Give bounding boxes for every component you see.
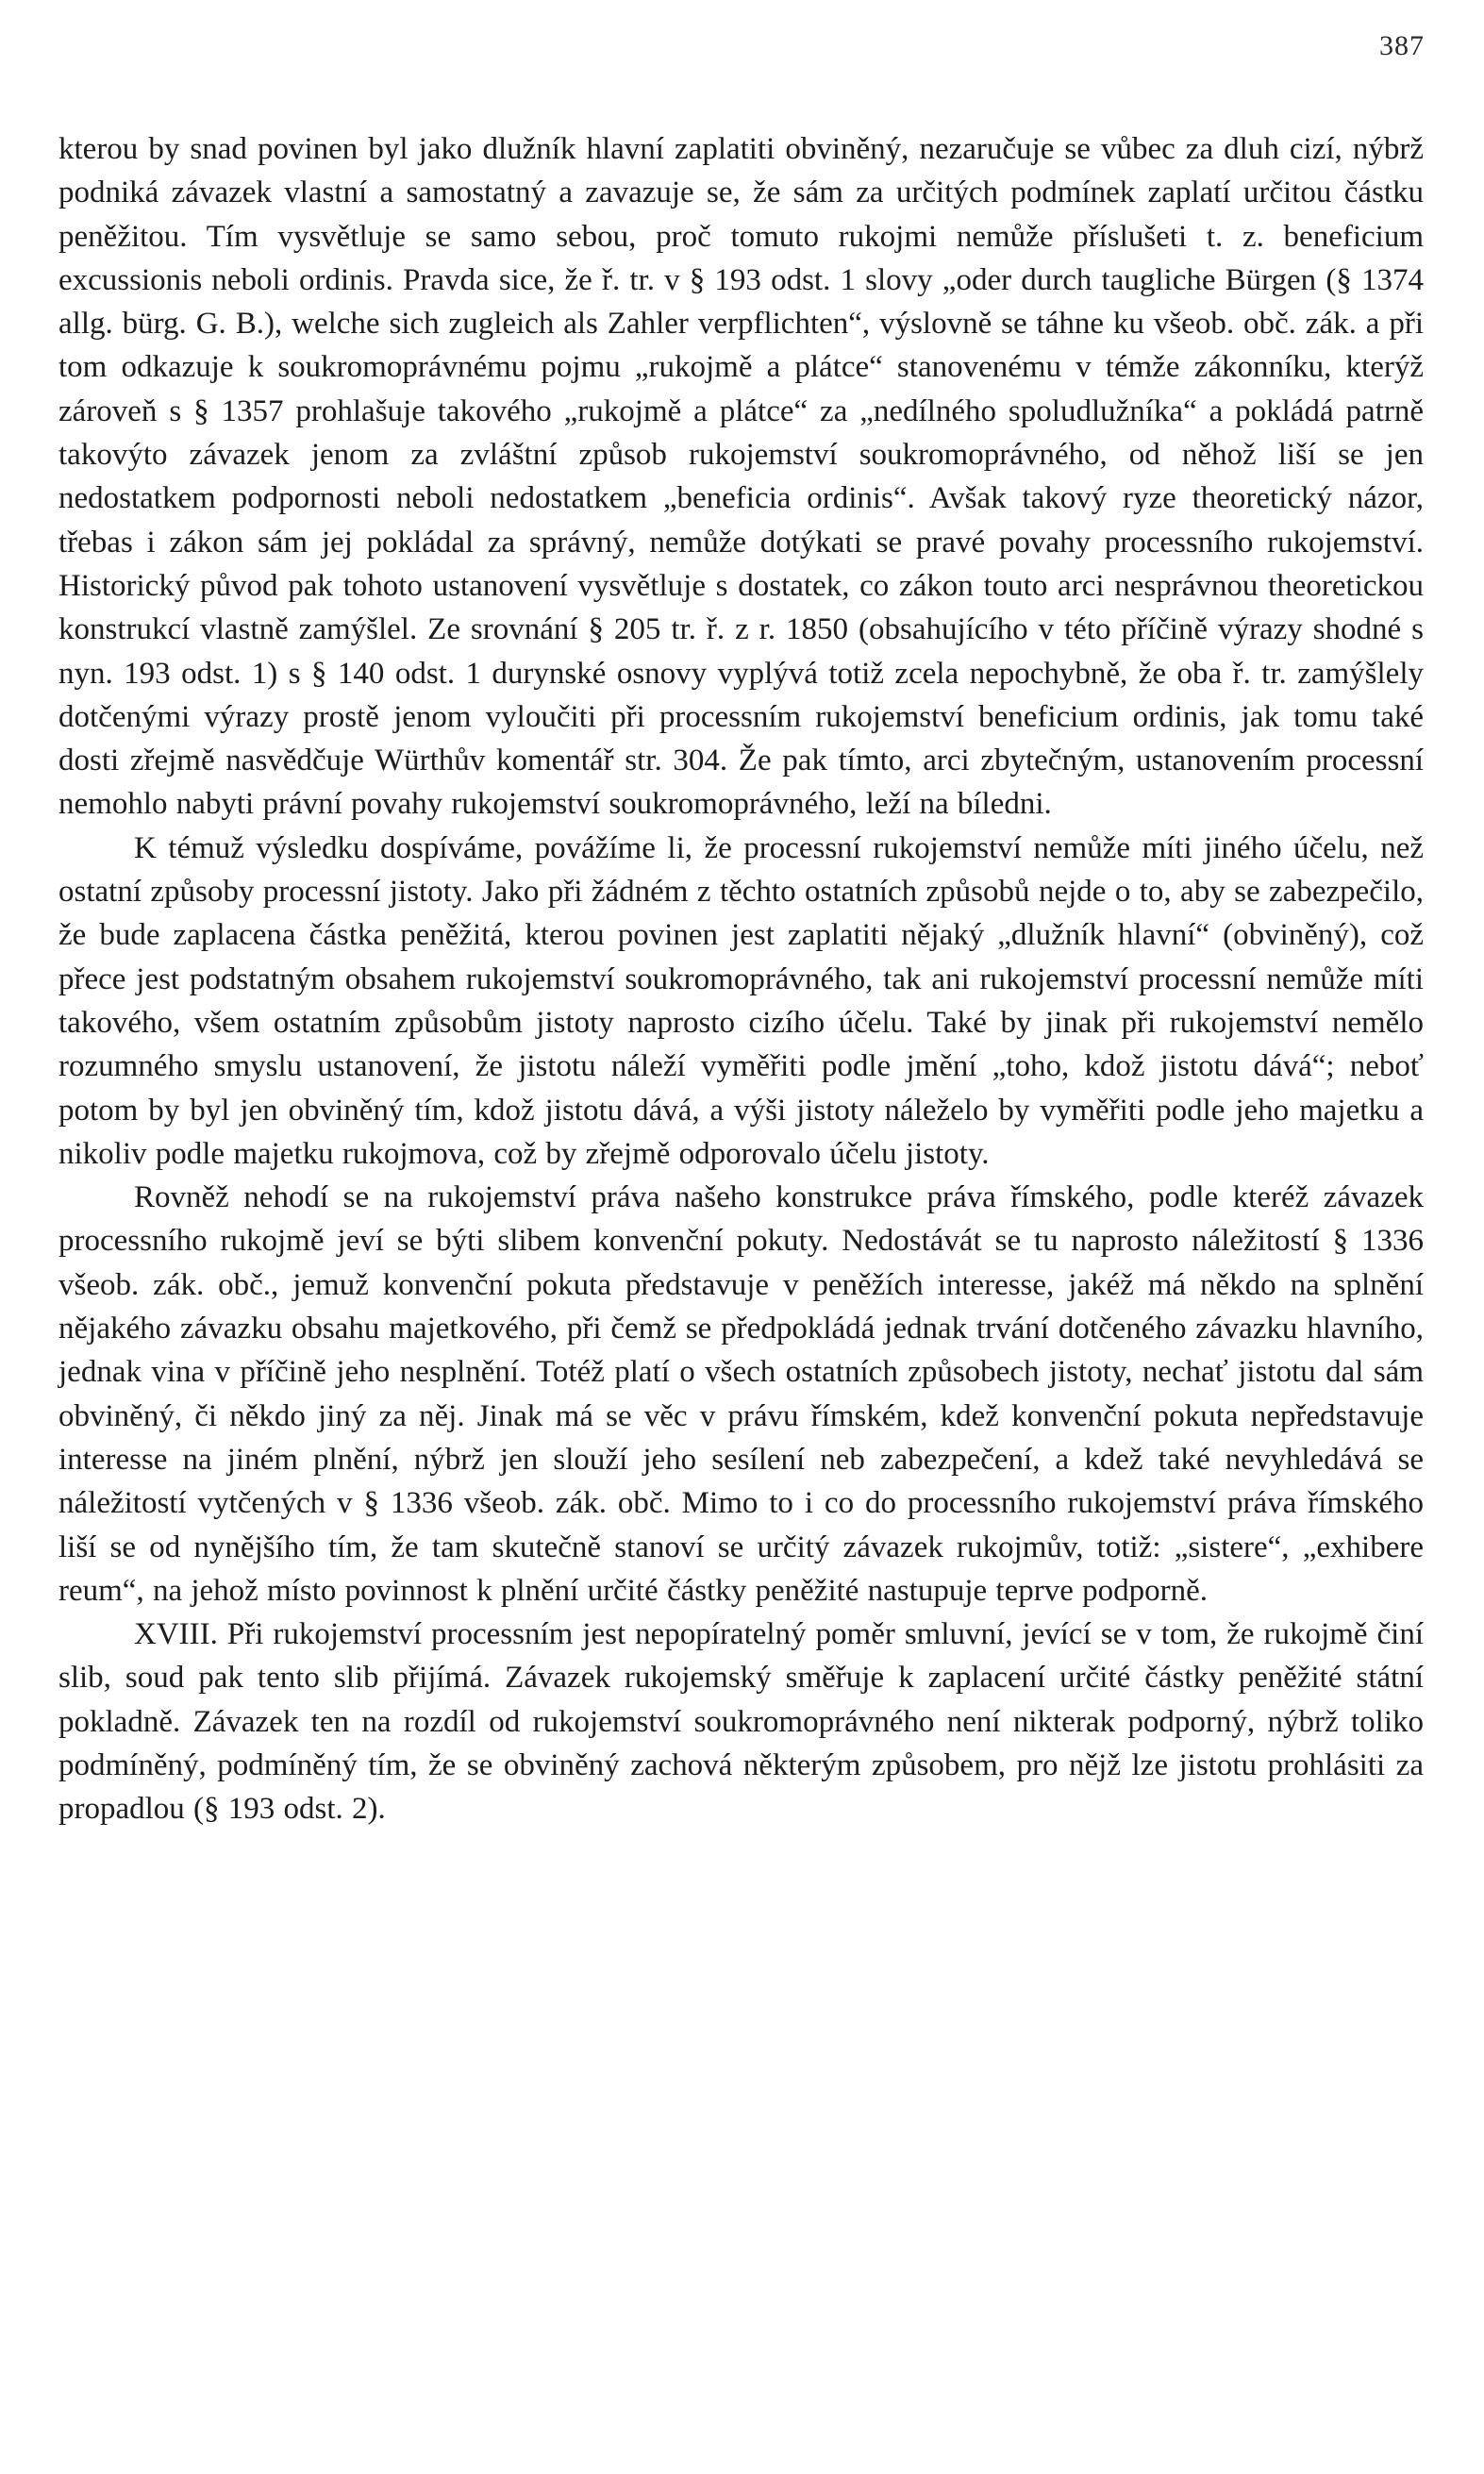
paragraph-1: kterou by snad povinen byl jako dlužník hlavní zaplatiti obviněný, nezaručuje se vůbec za dluh cizí, nýbrž podniká závazek vlastní a samostatný a zavazuje se, že sám za určitých podmínek zaplatí určitou částku peněžitou. Tím vysvětluje se samo sebou, proč tomuto rukojmi nemůže příslušeti t. z. beneficium excussionis neboli ordinis. Pravda sice, že ř. tr. v § 193 odst. 1 slovy „oder durch taugliche Bürgen (§ 1374 allg. bürg. G. B.), welche sich zugleich als Zahler verpflichten“, výslovně se táhne ku všeob. obč. zák. a při tom odkazuje k soukromoprávnému pojmu „rukojmě a plátce“ stanovenému v témže zákonníku, kterýž zároveň s § 1357 prohlašuje takového „rukojmě a plátce“ za „nedílného spoludlužníka“ a pokládá patrně takovýto závazek jenom za zvláštní způsob rukojemství soukromoprávného, od něhož liší se jen nedostatkem podpornosti neboli nedostatkem „beneficia ordinis“. Avšak takový ryze theoretický názor, třebas i zákon sám jej pokládal za správný, nemůže dotýkati se pravé povahy processního rukojemství. Historický původ pak tohoto ustanovení vysvětluje s dostatek, co zákon touto arci nesprávnou theoretickou konstrukcí vlastně zamýšlel. Ze srovnání § 205 tr. ř. z r. 1850 (obsahujícího v této příčině výrazy shodné s nyn. 193 odst. 1) s § 140 odst. 1 durynské osnovy vyplývá totiž zcela nepochybně, že oba ř. tr. zamýšlely dotčenými výrazy prostě jenom vyloučiti při processním rukojemství beneficium ordinis, jak tomu také dosti zřejmě nasvědčuje Würthův komentář str. 304. Že pak tímto, arci zbytečným, ustanovením processní nemohlo nabyti právní povahy rukojemství soukromoprávného, leží na bíledni. bbox=[58, 132, 1424, 822]
body-text bbox=[58, 127, 1424, 1831]
paragraph-3: Rovněž nehodí se na rukojemství práva našeho konstrukce práva římského, podle kteréž závazek processního rukojmě jeví se býti slibem konvenční pokuty. Nedostávát se tu naprosto náležitostí § 1336 všeob. zák. obč., jemuž konvenční pokuta představuje v peněžích interesse, jakéž má někdo na splnění nějakého závazku obsahu majetkového, při čemž se předpokládá jednak trvání dotčeného závazku hlavního, jednak vina v příčině jeho nesplnění. Totéž platí o všech ostatních způsobech jistoty, nechať jistotu dal sám obviněný, či někdo jiný za něj. Jinak má se věc v právu římském, kdež konvenční pokuta nepředstavuje interesse na jiném plnění, nýbrž jen slouží jeho sesílení neb zabezpečení, a kdež také nevyhledává se náležitostí vytčených v § 1336 všeob. zák. obč. Mimo to i co do processního rukojemství práva římského liší se od nynějšího tím, že tam skutečně stanoví se určitý závazek rukojmův, totiž: „sistere“, „exhibere reum“, na jehož místo povinnost k plnění určité částky peněžité nastupuje teprve podporně. bbox=[58, 1180, 1424, 1608]
paragraph-4: XVIII. Při rukojemství processním jest nepopíratelný poměr smluvní, jevící se v tom, že rukojmě činí slib, soud pak tento slib přijímá. Závazek rukojemský směřuje k zaplacení určité částky peněžité státní pokladně. Závazek ten na rozdíl od rukojemství soukromoprávného není nikterak podporný, nýbrž toliko podmíněný, podmíněný tím, že se obviněný zachová některým způsobem, pro nějž lze jistotu prohlásiti za propadlou (§ 193 odst. 2). bbox=[58, 1617, 1424, 1827]
paragraph-2: K témuž výsledku dospíváme, povážíme li, že processní rukojemství nemůže míti jiného účelu, než ostatní způsoby processní jistoty. Jako při žádném z těchto ostatních způsobů nejde o to, aby se zabezpečilo, že bude zaplacena částka peněžitá, kterou povinen jest zaplatiti nějaký „dlužník hlavní“ (obviněný), což přece jest podstatným obsahem rukojemství soukromoprávného, tak ani rukojemství processní nemůže míti takového, všem ostatním způsobům jistoty naprosto cizího účelu. Také by jinak při rukojemství nemělo rozumného smyslu ustanovení, že jistotu náleží vyměřiti podle jmění „toho, kdož jistotu dává“; neboť potom by byl jen obviněný tím, kdož jistotu dává, a výši jistoty náleželo by vyměřiti podle jeho majetku a nikoliv podle majetku rukojmova, což by zřejmě odporovalo účelu jistoty. bbox=[58, 830, 1424, 1171]
page-number: 387 bbox=[1379, 30, 1425, 61]
